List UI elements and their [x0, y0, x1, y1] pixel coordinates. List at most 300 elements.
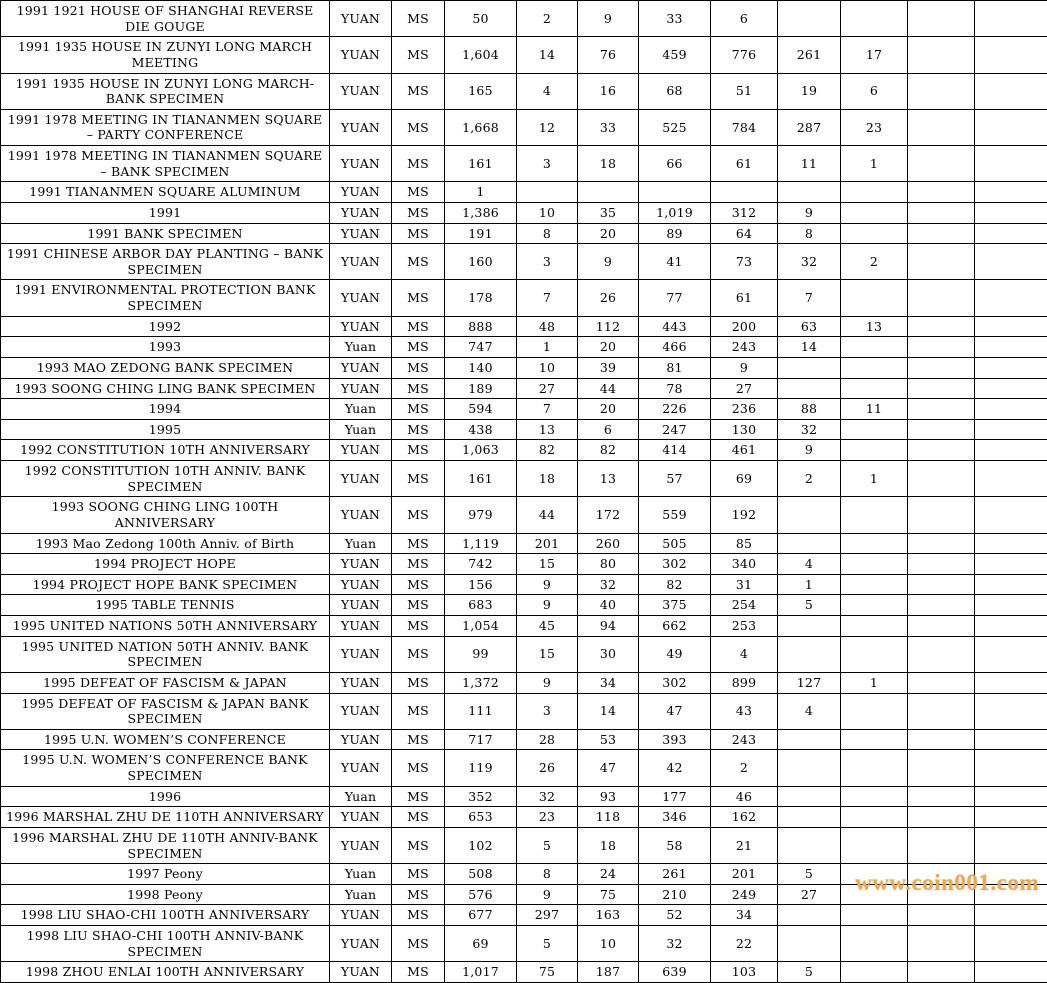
- cell-g1: 9: [517, 672, 578, 693]
- cell-g8: [975, 750, 1047, 786]
- cell-g5: 5: [778, 595, 841, 616]
- cell-g7: [908, 864, 975, 885]
- cell-total: 677: [445, 905, 517, 926]
- cell-description: 1995 UNITED NATIONS 50TH ANNIVERSARY: [1, 616, 330, 637]
- cell-g8: [975, 864, 1047, 885]
- cell-g2: 20: [578, 337, 639, 358]
- cell-description: 1992: [1, 316, 330, 337]
- cell-g3: 77: [639, 280, 711, 316]
- table-row: [1, 926, 1047, 962]
- cell-g1: 18: [517, 461, 578, 497]
- cell-g4: 69: [711, 461, 778, 497]
- cell-g7: [908, 399, 975, 420]
- cell-denomination: YUAN: [330, 182, 392, 203]
- cell-g7: [908, 37, 975, 73]
- cell-grade_prefix: MS: [392, 554, 445, 575]
- cell-g4: 776: [711, 37, 778, 73]
- cell-g1: 1: [517, 337, 578, 358]
- cell-g4: 103: [711, 962, 778, 983]
- cell-g5: [778, 533, 841, 554]
- cell-g4: 312: [711, 202, 778, 223]
- cell-g1: 5: [517, 827, 578, 863]
- cell-description: 1991 1935 HOUSE IN ZUNYI LONG MARCH-BANK SPECIMEN: [1, 73, 330, 109]
- cell-g5: 127: [778, 672, 841, 693]
- cell-g2: 82: [578, 440, 639, 461]
- cell-g4: 162: [711, 807, 778, 828]
- cell-grade_prefix: MS: [392, 73, 445, 109]
- cell-g5: 14: [778, 337, 841, 358]
- cell-grade_prefix: MS: [392, 827, 445, 863]
- cell-g6: 17: [841, 37, 908, 73]
- cell-total: 156: [445, 574, 517, 595]
- cell-grade_prefix: MS: [392, 574, 445, 595]
- cell-grade_prefix: MS: [392, 316, 445, 337]
- cell-g5: 4: [778, 693, 841, 729]
- cell-g1: 2: [517, 1, 578, 37]
- cell-g7: [908, 636, 975, 672]
- cell-g7: [908, 574, 975, 595]
- cell-g4: [711, 182, 778, 203]
- cell-grade_prefix: MS: [392, 461, 445, 497]
- cell-description: 1993: [1, 337, 330, 358]
- cell-g8: [975, 202, 1047, 223]
- cell-g3: 68: [639, 73, 711, 109]
- cell-description: 1998 ZHOU ENLAI 100TH ANNIVERSARY: [1, 962, 330, 983]
- cell-g2: 14: [578, 693, 639, 729]
- cell-g4: 9: [711, 357, 778, 378]
- cell-g2: 76: [578, 37, 639, 73]
- cell-g4: 6: [711, 1, 778, 37]
- cell-total: 508: [445, 864, 517, 885]
- table-row: [1, 616, 1047, 637]
- cell-g7: [908, 73, 975, 109]
- cell-g6: [841, 280, 908, 316]
- cell-denomination: YUAN: [330, 807, 392, 828]
- cell-g8: [975, 244, 1047, 280]
- table-row: [1, 595, 1047, 616]
- cell-g1: 8: [517, 864, 578, 885]
- cell-denomination: Yuan: [330, 786, 392, 807]
- cell-g7: [908, 693, 975, 729]
- cell-grade_prefix: MS: [392, 864, 445, 885]
- cell-description: 1994 PROJECT HOPE BANK SPECIMEN: [1, 574, 330, 595]
- cell-g7: [908, 926, 975, 962]
- cell-description: 1991 ENVIRONMENTAL PROTECTION BANK SPECIMEN: [1, 280, 330, 316]
- cell-g3: 459: [639, 37, 711, 73]
- cell-g7: [908, 461, 975, 497]
- cell-g5: 4: [778, 554, 841, 575]
- cell-g4: 31: [711, 574, 778, 595]
- cell-g4: 200: [711, 316, 778, 337]
- cell-g6: [841, 729, 908, 750]
- table-row: [1, 554, 1047, 575]
- cell-g7: [908, 750, 975, 786]
- cell-total: 1,372: [445, 672, 517, 693]
- table-row: [1, 337, 1047, 358]
- cell-g7: [908, 827, 975, 863]
- table-row: [1, 461, 1047, 497]
- cell-total: 161: [445, 461, 517, 497]
- cell-g7: [908, 616, 975, 637]
- cell-g6: [841, 616, 908, 637]
- cell-total: 69: [445, 926, 517, 962]
- cell-denomination: YUAN: [330, 554, 392, 575]
- cell-grade_prefix: MS: [392, 244, 445, 280]
- cell-g2: 30: [578, 636, 639, 672]
- cell-g8: [975, 223, 1047, 244]
- cell-g4: 2: [711, 750, 778, 786]
- cell-g8: [975, 37, 1047, 73]
- cell-g4: 43: [711, 693, 778, 729]
- cell-g3: 639: [639, 962, 711, 983]
- cell-g5: [778, 926, 841, 962]
- cell-denomination: Yuan: [330, 533, 392, 554]
- cell-g4: 192: [711, 497, 778, 533]
- cell-g8: [975, 109, 1047, 145]
- table-row: [1, 223, 1047, 244]
- cell-denomination: YUAN: [330, 357, 392, 378]
- cell-total: 979: [445, 497, 517, 533]
- cell-denomination: YUAN: [330, 244, 392, 280]
- cell-g3: 47: [639, 693, 711, 729]
- cell-grade_prefix: MS: [392, 616, 445, 637]
- cell-g6: [841, 905, 908, 926]
- cell-denomination: YUAN: [330, 595, 392, 616]
- cell-g8: [975, 905, 1047, 926]
- cell-g1: 8: [517, 223, 578, 244]
- cell-description: 1993 MAO ZEDONG BANK SPECIMEN: [1, 357, 330, 378]
- cell-g4: 340: [711, 554, 778, 575]
- cell-grade_prefix: MS: [392, 280, 445, 316]
- cell-g5: 5: [778, 962, 841, 983]
- cell-denomination: YUAN: [330, 750, 392, 786]
- cell-g1: 15: [517, 554, 578, 575]
- cell-g8: [975, 419, 1047, 440]
- cell-g4: 73: [711, 244, 778, 280]
- cell-g6: [841, 574, 908, 595]
- cell-g5: [778, 636, 841, 672]
- cell-g7: [908, 419, 975, 440]
- cell-g1: 7: [517, 280, 578, 316]
- cell-g5: 5: [778, 864, 841, 885]
- cell-g8: [975, 146, 1047, 182]
- cell-g2: 26: [578, 280, 639, 316]
- cell-g2: 260: [578, 533, 639, 554]
- cell-g1: 75: [517, 962, 578, 983]
- cell-total: 111: [445, 693, 517, 729]
- cell-g3: [639, 182, 711, 203]
- cell-g3: 58: [639, 827, 711, 863]
- cell-g6: [841, 864, 908, 885]
- cell-g3: 210: [639, 884, 711, 905]
- cell-grade_prefix: MS: [392, 905, 445, 926]
- cell-g7: [908, 440, 975, 461]
- table-row: [1, 419, 1047, 440]
- cell-g2: 10: [578, 926, 639, 962]
- cell-g1: 297: [517, 905, 578, 926]
- cell-g8: [975, 1, 1047, 37]
- cell-g4: 85: [711, 533, 778, 554]
- cell-g6: [841, 357, 908, 378]
- cell-g6: [841, 807, 908, 828]
- cell-g7: [908, 807, 975, 828]
- cell-g3: 261: [639, 864, 711, 885]
- table-row: [1, 497, 1047, 533]
- cell-g6: [841, 636, 908, 672]
- cell-g6: 2: [841, 244, 908, 280]
- cell-total: 653: [445, 807, 517, 828]
- cell-g2: 24: [578, 864, 639, 885]
- table-row: [1, 399, 1047, 420]
- cell-total: 717: [445, 729, 517, 750]
- cell-denomination: Yuan: [330, 399, 392, 420]
- cell-g7: [908, 905, 975, 926]
- cell-g4: 61: [711, 146, 778, 182]
- cell-g6: [841, 1, 908, 37]
- cell-grade_prefix: MS: [392, 926, 445, 962]
- cell-description: 1991 1978 MEETING IN TIANANMEN SQUARE – BANK SPECIMEN: [1, 146, 330, 182]
- cell-g2: 44: [578, 378, 639, 399]
- cell-g8: [975, 461, 1047, 497]
- table-row: [1, 864, 1047, 885]
- cell-g1: 10: [517, 202, 578, 223]
- cell-denomination: YUAN: [330, 574, 392, 595]
- cell-g6: [841, 750, 908, 786]
- cell-g3: 41: [639, 244, 711, 280]
- cell-grade_prefix: MS: [392, 672, 445, 693]
- cell-g2: 39: [578, 357, 639, 378]
- table-body: [1, 1, 1047, 983]
- cell-g2: 187: [578, 962, 639, 983]
- cell-description: 1995 DEFEAT OF FASCISM & JAPAN BANK SPECIMEN: [1, 693, 330, 729]
- cell-g4: 130: [711, 419, 778, 440]
- cell-g2: 163: [578, 905, 639, 926]
- cell-total: 352: [445, 786, 517, 807]
- cell-g5: [778, 729, 841, 750]
- cell-g2: 75: [578, 884, 639, 905]
- cell-total: 594: [445, 399, 517, 420]
- cell-description: 1991 TIANANMEN SQUARE ALUMINUM: [1, 182, 330, 203]
- table-row: [1, 357, 1047, 378]
- cell-g6: [841, 378, 908, 399]
- cell-g4: 34: [711, 905, 778, 926]
- cell-total: 189: [445, 378, 517, 399]
- cell-total: 576: [445, 884, 517, 905]
- site-watermark: www.coin001.com: [855, 870, 1039, 896]
- cell-total: 1,054: [445, 616, 517, 637]
- cell-g8: [975, 693, 1047, 729]
- table-row: [1, 574, 1047, 595]
- cell-total: 742: [445, 554, 517, 575]
- cell-g8: [975, 926, 1047, 962]
- cell-denomination: YUAN: [330, 729, 392, 750]
- cell-g2: 18: [578, 827, 639, 863]
- cell-grade_prefix: MS: [392, 750, 445, 786]
- cell-g1: 3: [517, 146, 578, 182]
- cell-g3: 49: [639, 636, 711, 672]
- cell-g6: [841, 827, 908, 863]
- cell-g2: 9: [578, 244, 639, 280]
- cell-g5: 32: [778, 419, 841, 440]
- cell-g1: 3: [517, 693, 578, 729]
- cell-g4: 253: [711, 616, 778, 637]
- cell-g4: 61: [711, 280, 778, 316]
- cell-g3: 66: [639, 146, 711, 182]
- cell-g1: 27: [517, 378, 578, 399]
- cell-g8: [975, 497, 1047, 533]
- cell-denomination: Yuan: [330, 884, 392, 905]
- cell-g4: 4: [711, 636, 778, 672]
- table-row: [1, 693, 1047, 729]
- cell-g6: [841, 182, 908, 203]
- cell-g8: [975, 554, 1047, 575]
- cell-g5: 9: [778, 202, 841, 223]
- cell-g1: 45: [517, 616, 578, 637]
- cell-g2: 6: [578, 419, 639, 440]
- table-row: [1, 316, 1047, 337]
- cell-g6: 13: [841, 316, 908, 337]
- cell-description: 1996 MARSHAL ZHU DE 110TH ANNIVERSARY: [1, 807, 330, 828]
- cell-g5: [778, 827, 841, 863]
- cell-g8: [975, 729, 1047, 750]
- cell-description: 1997 Peony: [1, 864, 330, 885]
- cell-description: 1993 SOONG CHING LING 100TH ANNIVERSARY: [1, 497, 330, 533]
- table-row: [1, 827, 1047, 863]
- cell-total: 178: [445, 280, 517, 316]
- cell-g7: [908, 223, 975, 244]
- cell-g5: 63: [778, 316, 841, 337]
- cell-g5: 32: [778, 244, 841, 280]
- cell-description: 1991: [1, 202, 330, 223]
- cell-grade_prefix: MS: [392, 729, 445, 750]
- cell-g6: [841, 786, 908, 807]
- cell-g7: [908, 337, 975, 358]
- cell-g2: 172: [578, 497, 639, 533]
- cell-g8: [975, 440, 1047, 461]
- cell-g2: 80: [578, 554, 639, 575]
- cell-denomination: YUAN: [330, 440, 392, 461]
- cell-denomination: YUAN: [330, 37, 392, 73]
- cell-g4: 22: [711, 926, 778, 962]
- cell-g8: [975, 786, 1047, 807]
- cell-g7: [908, 729, 975, 750]
- cell-g2: 35: [578, 202, 639, 223]
- cell-description: 1993 Mao Zedong 100th Anniv. of Birth: [1, 533, 330, 554]
- cell-g7: [908, 316, 975, 337]
- cell-g5: [778, 807, 841, 828]
- cell-g3: 247: [639, 419, 711, 440]
- table-row: [1, 962, 1047, 983]
- cell-g8: [975, 378, 1047, 399]
- table-row: [1, 109, 1047, 145]
- cell-grade_prefix: MS: [392, 962, 445, 983]
- cell-g4: 51: [711, 73, 778, 109]
- cell-g3: 32: [639, 926, 711, 962]
- cell-description: 1992 CONSTITUTION 10TH ANNIVERSARY: [1, 440, 330, 461]
- cell-g3: 57: [639, 461, 711, 497]
- cell-denomination: Yuan: [330, 337, 392, 358]
- table-row: [1, 182, 1047, 203]
- cell-g3: 505: [639, 533, 711, 554]
- cell-description: 1996: [1, 786, 330, 807]
- cell-g1: 23: [517, 807, 578, 828]
- cell-total: 50: [445, 1, 517, 37]
- cell-g3: 346: [639, 807, 711, 828]
- cell-g6: [841, 337, 908, 358]
- cell-denomination: YUAN: [330, 223, 392, 244]
- cell-g3: 33: [639, 1, 711, 37]
- cell-total: 1,017: [445, 962, 517, 983]
- cell-g1: 4: [517, 73, 578, 109]
- cell-g6: 6: [841, 73, 908, 109]
- cell-g2: 13: [578, 461, 639, 497]
- cell-g5: 287: [778, 109, 841, 145]
- cell-g2: 40: [578, 595, 639, 616]
- cell-g4: 236: [711, 399, 778, 420]
- cell-description: 1992 CONSTITUTION 10TH ANNIV. BANK SPECIMEN: [1, 461, 330, 497]
- cell-g7: [908, 786, 975, 807]
- cell-g8: [975, 73, 1047, 109]
- cell-g5: 27: [778, 884, 841, 905]
- cell-g3: 662: [639, 616, 711, 637]
- cell-grade_prefix: MS: [392, 357, 445, 378]
- cell-g3: 393: [639, 729, 711, 750]
- table-row: [1, 37, 1047, 73]
- cell-g6: [841, 554, 908, 575]
- cell-description: 1994 PROJECT HOPE: [1, 554, 330, 575]
- cell-denomination: YUAN: [330, 827, 392, 863]
- cell-g6: [841, 419, 908, 440]
- cell-total: 1,119: [445, 533, 517, 554]
- cell-denomination: Yuan: [330, 864, 392, 885]
- cell-g6: 1: [841, 146, 908, 182]
- table-row: [1, 440, 1047, 461]
- cell-denomination: YUAN: [330, 962, 392, 983]
- cell-description: 1995 TABLE TENNIS: [1, 595, 330, 616]
- cell-g1: 9: [517, 595, 578, 616]
- cell-denomination: Yuan: [330, 419, 392, 440]
- cell-grade_prefix: MS: [392, 337, 445, 358]
- cell-g2: 16: [578, 73, 639, 109]
- cell-g6: 11: [841, 399, 908, 420]
- cell-description: 1991 BANK SPECIMEN: [1, 223, 330, 244]
- cell-g1: 5: [517, 926, 578, 962]
- cell-g1: 48: [517, 316, 578, 337]
- cell-g1: 44: [517, 497, 578, 533]
- cell-description: 1995 DEFEAT OF FASCISM & JAPAN: [1, 672, 330, 693]
- cell-g1: 9: [517, 884, 578, 905]
- cell-g8: [975, 574, 1047, 595]
- table-row: [1, 729, 1047, 750]
- cell-description: 1998 LIU SHAO-CHI 100TH ANNIV-BANK SPECIMEN: [1, 926, 330, 962]
- cell-grade_prefix: MS: [392, 37, 445, 73]
- table-row: [1, 378, 1047, 399]
- cell-g3: 525: [639, 109, 711, 145]
- table-row: [1, 202, 1047, 223]
- cell-g1: 10: [517, 357, 578, 378]
- cell-g1: 14: [517, 37, 578, 73]
- table-row: [1, 280, 1047, 316]
- cell-g8: [975, 636, 1047, 672]
- cell-g4: 784: [711, 109, 778, 145]
- cell-g5: 88: [778, 399, 841, 420]
- cell-total: 1,668: [445, 109, 517, 145]
- cell-g4: 461: [711, 440, 778, 461]
- cell-g4: 249: [711, 884, 778, 905]
- cell-g8: [975, 595, 1047, 616]
- cell-total: 119: [445, 750, 517, 786]
- cell-grade_prefix: MS: [392, 202, 445, 223]
